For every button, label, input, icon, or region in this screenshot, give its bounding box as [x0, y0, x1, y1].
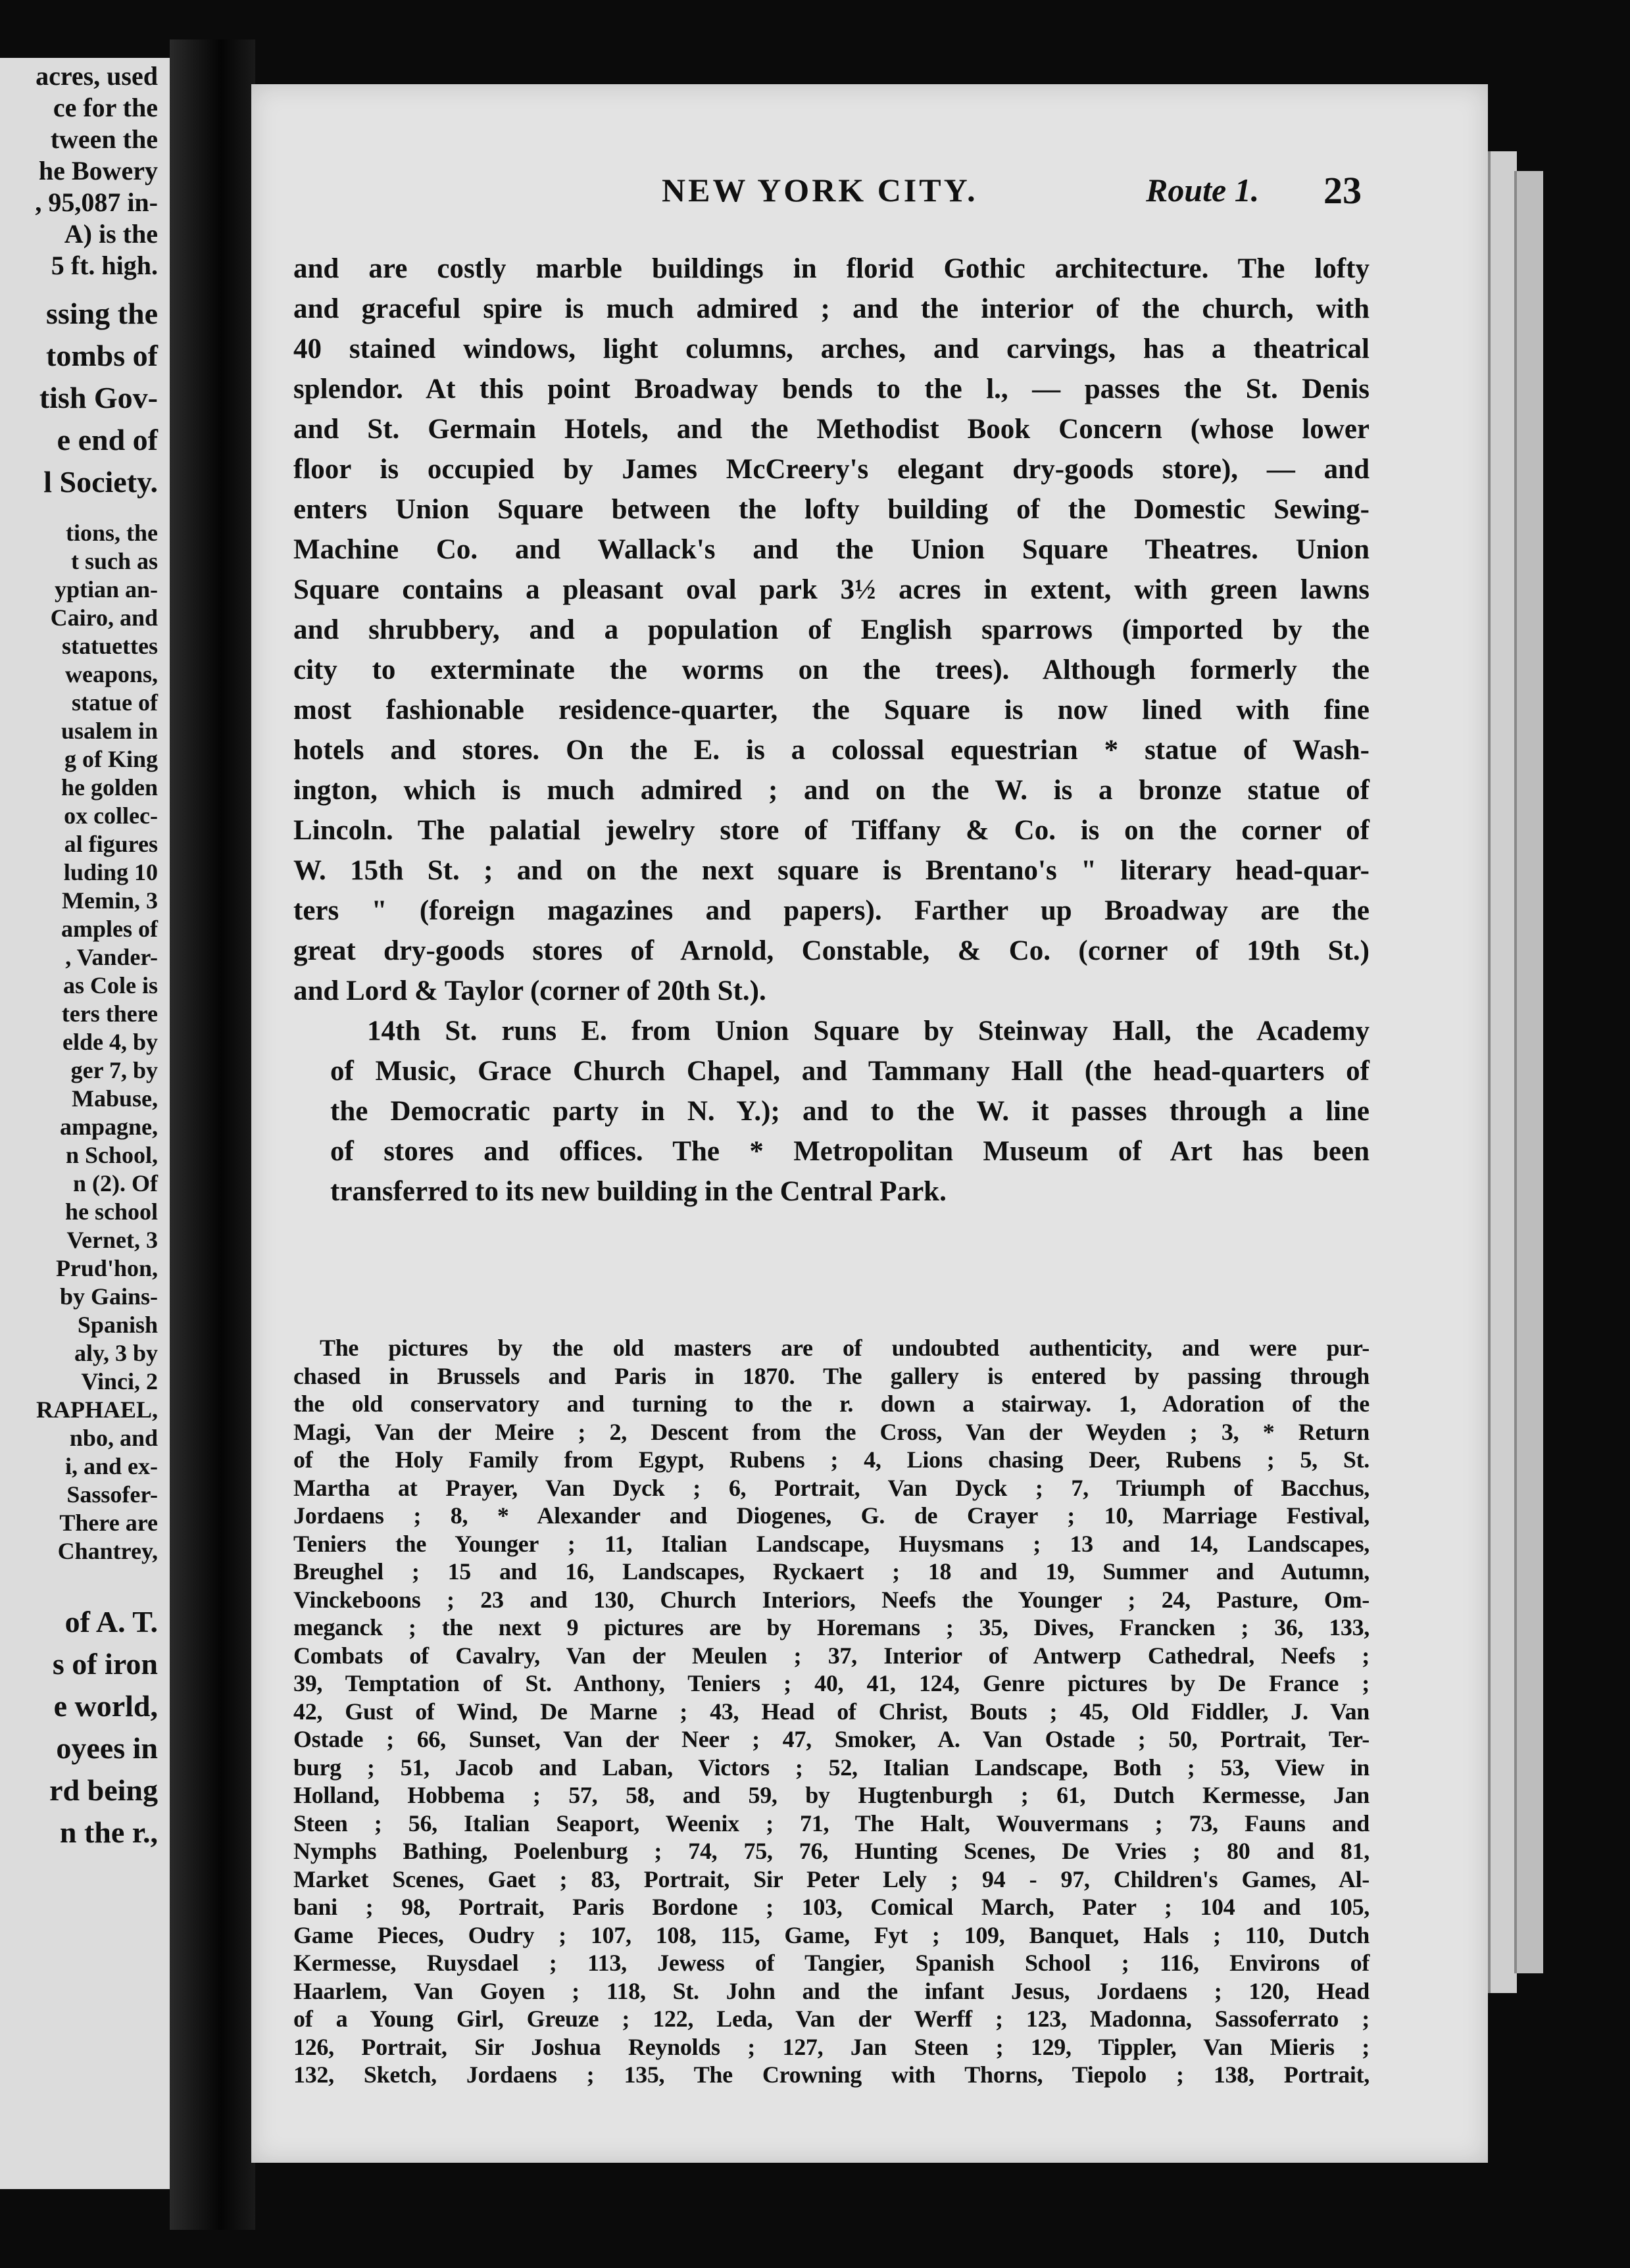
left-page-text-fragment: aly, 3 by — [74, 1340, 158, 1366]
left-page-text-fragment: i, and ex- — [64, 1453, 158, 1479]
left-page-text-fragment: rd being — [49, 1773, 158, 1807]
picture-list-line: Teniers the Younger ; 11, Italian Landscape, Huysmans ; 13 and 14, Landscapes, — [293, 1530, 1370, 1557]
left-page-text-fragment: Sassofer- — [66, 1481, 158, 1508]
paragraph-14th-street — [293, 1011, 1370, 1212]
left-page-text-fragment: tween the — [50, 124, 158, 154]
picture-list-line: Game Pieces, Oudry ; 107, 108, 115, Game, Fyt ; 109, Banquet, Hals ; 110, Dutch — [293, 1921, 1370, 1948]
paragraph-line: and are costly marble buildings in florid Gothic architecture. The lofty — [293, 253, 1370, 284]
left-page-text-fragment: s of iron — [52, 1647, 158, 1681]
paragraph-line: 14th St. runs E. from Union Square by Steinway Hall, the Academy — [367, 1016, 1370, 1047]
left-page-text-fragment: he Bowery — [38, 156, 158, 185]
paragraph-line: most fashionable residence-quarter, the Square is now lined with fine — [293, 695, 1370, 726]
paragraph-line: great dry-goods stores of Arnold, Constable, & Co. (corner of 19th St.) — [293, 935, 1370, 966]
left-page-text-fragment: e world, — [53, 1689, 158, 1723]
left-page-text-fragment: by Gains- — [59, 1283, 158, 1310]
picture-list-line: Jordaens ; 8, * Alexander and Diogenes, G. de Crayer ; 10, Marriage Festival, — [293, 1502, 1370, 1529]
left-page-text-fragment: al figures — [64, 831, 158, 857]
left-facing-page — [0, 58, 170, 2189]
picture-list-line: Nymphs Bathing, Poelenburg ; 74, 75, 76, Hunting Scenes, De Vries ; 80 and 81, — [293, 1838, 1370, 1864]
main-page — [251, 84, 1488, 2163]
paragraph-broadway — [293, 249, 1370, 1011]
picture-list-line: 126, Portrait, Sir Joshua Reynolds ; 127, Jan Steen ; 129, Tippler, Van Mieris ; — [293, 2033, 1370, 2060]
left-page-text-fragment: n (2). Of — [73, 1170, 158, 1196]
paragraph-line: and graceful spire is much admired ; and the interior of the church, with — [293, 293, 1370, 324]
left-page-text-fragment: n the r., — [59, 1815, 158, 1849]
left-page-text-fragment: statue of — [72, 689, 158, 716]
page-stack-edge — [1514, 171, 1543, 1973]
left-page-text-fragment: l Society. — [43, 465, 158, 499]
picture-list-line: Kermesse, Ruysdael ; 113, Jewess of Tangier, Spanish School ; 116, Environs of — [293, 1950, 1370, 1976]
left-page-text-fragment: nbo, and — [69, 1425, 158, 1451]
paragraph-line: splendor. At this point Broadway bends to the l., — passes the St. Denis — [293, 374, 1370, 405]
left-page-text-fragment: acres, used — [36, 61, 158, 91]
left-page-text-fragment: usalem in — [61, 718, 158, 744]
left-page-text-fragment: Spanish — [77, 1312, 158, 1338]
left-page-text-fragment: luding 10 — [63, 859, 158, 885]
book-gutter-shadow — [170, 39, 255, 2230]
left-page-text-fragment: , Vander- — [65, 944, 158, 970]
picture-list-line: Ostade ; 66, Sunset, Van der Neer ; 47, Smoker, A. Van Ostade ; 50, Portrait, Ter- — [293, 1726, 1370, 1752]
left-page-text-fragment: ampagne, — [59, 1114, 158, 1140]
left-page-text-fragment: yptian an- — [54, 576, 158, 603]
left-page-text-fragment: n School, — [65, 1142, 158, 1168]
museum-picture-list — [293, 1334, 1370, 2089]
left-page-text-fragment: e end of — [57, 423, 158, 456]
left-page-text-fragment: There are — [59, 1510, 158, 1536]
picture-list-line: 39, Temptation of St. Anthony, Teniers ; 40, 41, 124, Genre pictures by De France ; — [293, 1670, 1370, 1696]
running-head — [251, 171, 1488, 217]
body-text — [293, 249, 1370, 1212]
paragraph-line: Lincoln. The palatial jewelry store of Tiffany & Co. is on the corner of — [293, 815, 1370, 846]
left-page-text-fragment: Prud'hon, — [55, 1255, 158, 1281]
left-page-text-fragment: as Cole is — [63, 972, 158, 998]
left-page-text-fragment: A) is the — [64, 219, 158, 249]
left-page-text-fragment: elde 4, by — [62, 1029, 158, 1055]
paragraph-line: ington, which is much admired ; and on the W. is a bronze statue of — [293, 775, 1370, 806]
left-page-text-fragment: ssing the — [46, 297, 158, 330]
picture-list-line: Breughel ; 15 and 16, Landscapes, Ryckaert ; 18 and 19, Summer and Autumn, — [293, 1558, 1370, 1585]
paragraph-line: transferred to its new building in the Central Park. — [330, 1176, 947, 1207]
paragraph-line: Square contains a pleasant oval park 3½ acres in extent, with green lawns — [293, 574, 1370, 605]
picture-list-line: the old conservatory and turning to the r. down a stairway. 1, Adoration of the — [293, 1391, 1370, 1417]
paragraph-line: ters " (foreign magazines and papers). Farther up Broadway are the — [293, 895, 1370, 926]
paragraph-line: and Lord & Taylor (corner of 20th St.). — [293, 975, 766, 1006]
paragraph-line: W. 15th St. ; and on the next square is Brentano's " literary head-quar- — [293, 855, 1370, 886]
picture-list-line: meganck ; the next 9 pictures are by Horemans ; 35, Dives, Francken ; 36, 133, — [293, 1614, 1370, 1640]
picture-list-line: of the Holy Family from Egypt, Rubens ; 4, Lions chasing Deer, Rubens ; 5, St. — [293, 1446, 1370, 1473]
picture-list-line: 42, Gust of Wind, De Marne ; 43, Head of Christ, Bouts ; 45, Old Fiddler, J. Van — [293, 1698, 1370, 1725]
paragraph-line: hotels and stores. On the E. is a colossal equestrian * statue of Wash- — [293, 735, 1370, 766]
paragraph-line: the Democratic party in N. Y.); and to the W. it passes through a line — [330, 1096, 1370, 1127]
picture-list-line: of a Young Girl, Greuze ; 122, Leda, Van der Werff ; 123, Madonna, Sassoferrato ; — [293, 2006, 1370, 2032]
left-page-text-fragment: tombs of — [46, 339, 158, 372]
left-page-text-fragment: ters there — [61, 1000, 158, 1027]
left-page-text-fragment: Vinci, 2 — [81, 1368, 158, 1394]
left-page-text-fragment: tions, the — [65, 520, 158, 546]
running-head-route: Route 1. — [1146, 172, 1260, 209]
left-page-text-fragment: Mabuse, — [71, 1085, 158, 1112]
left-page-text-fragment: g of King — [64, 746, 158, 772]
picture-list-line: Market Scenes, Gaet ; 83, Portrait, Sir Peter Lely ; 94 - 97, Children's Games, Al- — [293, 1865, 1370, 1892]
paragraph-line: and St. Germain Hotels, and the Methodist Book Concern (whose lower — [293, 414, 1370, 445]
left-page-text-fragment: ger 7, by — [70, 1057, 158, 1083]
picture-list-line: Steen ; 56, Italian Seaport, Weenix ; 71, The Halt, Wouvermans ; 73, Fauns and — [293, 1810, 1370, 1837]
picture-list-line: bani ; 98, Portrait, Paris Bordone ; 103, Comical March, Pater ; 104 and 105, — [293, 1894, 1370, 1920]
left-page-text-fragment: he school — [64, 1198, 158, 1225]
picture-list-line: Haarlem, Van Goyen ; 118, St. John and the infant Jesus, Jordaens ; 120, Head — [293, 1977, 1370, 2004]
picture-list-line: burg ; 51, Jacob and Laban, Victors ; 52, Italian Landscape, Both ; 53, View in — [293, 1754, 1370, 1781]
left-page-text-fragment: Vernet, 3 — [66, 1227, 158, 1253]
left-page-text-fragment: ox collec- — [64, 802, 158, 829]
picture-list-line: Vinckeboons ; 23 and 130, Church Interiors, Neefs the Younger ; 24, Pasture, Om- — [293, 1586, 1370, 1613]
page-number: 23 — [1323, 169, 1362, 212]
picture-list-line: Magi, Van der Meire ; 2, Descent from the Cross, Van der Weyden ; 3, * Return — [293, 1418, 1370, 1445]
picture-list-line: The pictures by the old masters are of undoubted authenticity, and were pur- — [320, 1335, 1370, 1361]
left-page-text-fragment: Memin, 3 — [62, 887, 158, 914]
paragraph-line: city to exterminate the worms on the trees). Although formerly the — [293, 654, 1370, 685]
left-page-text-fragment: weapons, — [64, 661, 158, 687]
paragraph-line: enters Union Square between the lofty building of the Domestic Sewing- — [293, 494, 1370, 525]
left-page-text-fragment: t such as — [70, 548, 158, 574]
paragraph-line: 40 stained windows, light columns, arches, and carvings, has a theatrical — [293, 333, 1370, 364]
left-page-text-fragment: statuettes — [62, 633, 158, 659]
left-page-text-fragment: of A. T. — [64, 1605, 158, 1639]
picture-list-line: 132, Sketch, Jordaens ; 135, The Crowning with Thorns, Tiepolo ; 138, Portrait, — [293, 2061, 1370, 2088]
paragraph-line: and shrubbery, and a population of English sparrows (imported by the — [293, 614, 1370, 645]
left-page-text-fragment: , 95,087 in- — [35, 187, 158, 217]
left-page-text-fragment: RAPHAEL, — [36, 1396, 158, 1423]
paragraph-line: of stores and offices. The * Metropolitan Museum of Art has been — [330, 1136, 1370, 1167]
left-page-text-fragment: Chantrey, — [57, 1538, 158, 1564]
running-head-title: NEW YORK CITY. — [662, 172, 978, 209]
picture-list-line: chased in Brussels and Paris in 1870. The gallery is entered by passing through — [293, 1362, 1370, 1389]
paragraph-line: of Music, Grace Church Chapel, and Tammany Hall (the head-quarters of — [330, 1056, 1370, 1087]
paragraph-line: floor is occupied by James McCreery's elegant dry-goods store), — and — [293, 454, 1370, 485]
left-page-text-fragment: Cairo, and — [50, 604, 158, 631]
left-page-text-fragment: 5 ft. high. — [51, 251, 158, 280]
paragraph-line: Machine Co. and Wallack's and the Union Square Theatres. Union — [293, 534, 1370, 565]
left-page-text-fragment: oyees in — [56, 1731, 158, 1765]
picture-list-line: Martha at Prayer, Van Dyck ; 6, Portrait, Van Dyck ; 7, Triumph of Bacchus, — [293, 1474, 1370, 1501]
page-stack-edge — [1488, 151, 1517, 1993]
left-page-text-fragment: he golden — [61, 774, 158, 801]
left-page-text-fragment: amples of — [61, 916, 158, 942]
picture-list-line: Holland, Hobbema ; 57, 58, and 59, by Hugtenburgh ; 61, Dutch Kermesse, Jan — [293, 1782, 1370, 1808]
picture-list-line: Combats of Cavalry, Van der Meulen ; 37, Interior of Antwerp Cathedral, Neefs ; — [293, 1642, 1370, 1669]
left-page-text-fragment: tish Gov- — [39, 381, 158, 414]
left-page-text-fragment: ce for the — [53, 93, 158, 122]
